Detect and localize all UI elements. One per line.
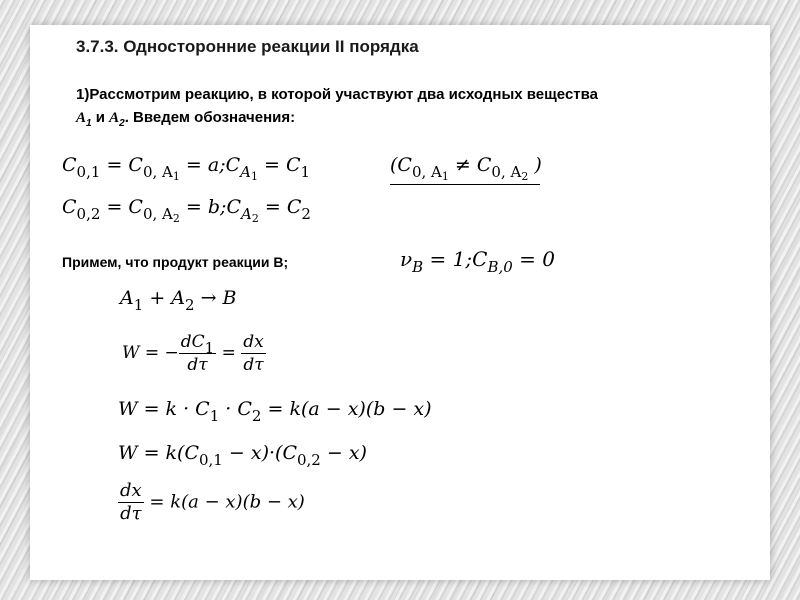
formula-reaction: $A_1 + A_2 \to B$	[120, 287, 237, 314]
formula-differential: $\frac{dx}{d\tau}$ = k(a − x)(b − x)	[120, 480, 305, 524]
intro-a2: A	[109, 110, 120, 126]
intro-a2-sub: 2	[119, 118, 125, 129]
intro-a1-sub: 1	[86, 118, 92, 129]
intro-tail: . Введем обозначения:	[124, 109, 296, 126]
formula-notation-2: $C_{0,2} = C_{0, A_2}$ = $b;C_{A_2} = C_2$	[62, 196, 311, 225]
intro-text-line2	[76, 109, 295, 129]
formula-notation-1: $C_{0,1} = C_{0, A_1}$ = $a;C_{A_1} = C_1$	[62, 154, 311, 183]
formula-condition: ($C_{0, A_1} \ne C_{0, A_2}$ )	[390, 154, 542, 183]
formula-rate-law: $W = k \cdot C_1 \cdot C_2 = k(a - x)(b - x)$	[118, 398, 432, 425]
accept-text: Примем, что продукт реакции B;	[62, 254, 289, 270]
intro-a1: A	[76, 110, 87, 126]
condition-underline	[390, 184, 540, 185]
slide-title: 3.7.3. Односторонние реакции II порядка	[76, 37, 419, 56]
formula-rate-definition: W = − $\frac{dC_1}{d\tau}$ = $\frac{dx}{d\tau}$	[122, 332, 264, 375]
intro-text-line1: 1)Рассмотрим реакцию, в которой участвуют два исходных вещества	[76, 86, 599, 103]
formula-stoich: $\nu_B$ = $1;C_{B,0} = 0$	[400, 247, 555, 276]
formula-rate-concentrations: $W = k(C_{0,1} - x)\cdot(C_{0,2} - x)$	[118, 442, 367, 469]
intro-and: и	[91, 109, 110, 126]
